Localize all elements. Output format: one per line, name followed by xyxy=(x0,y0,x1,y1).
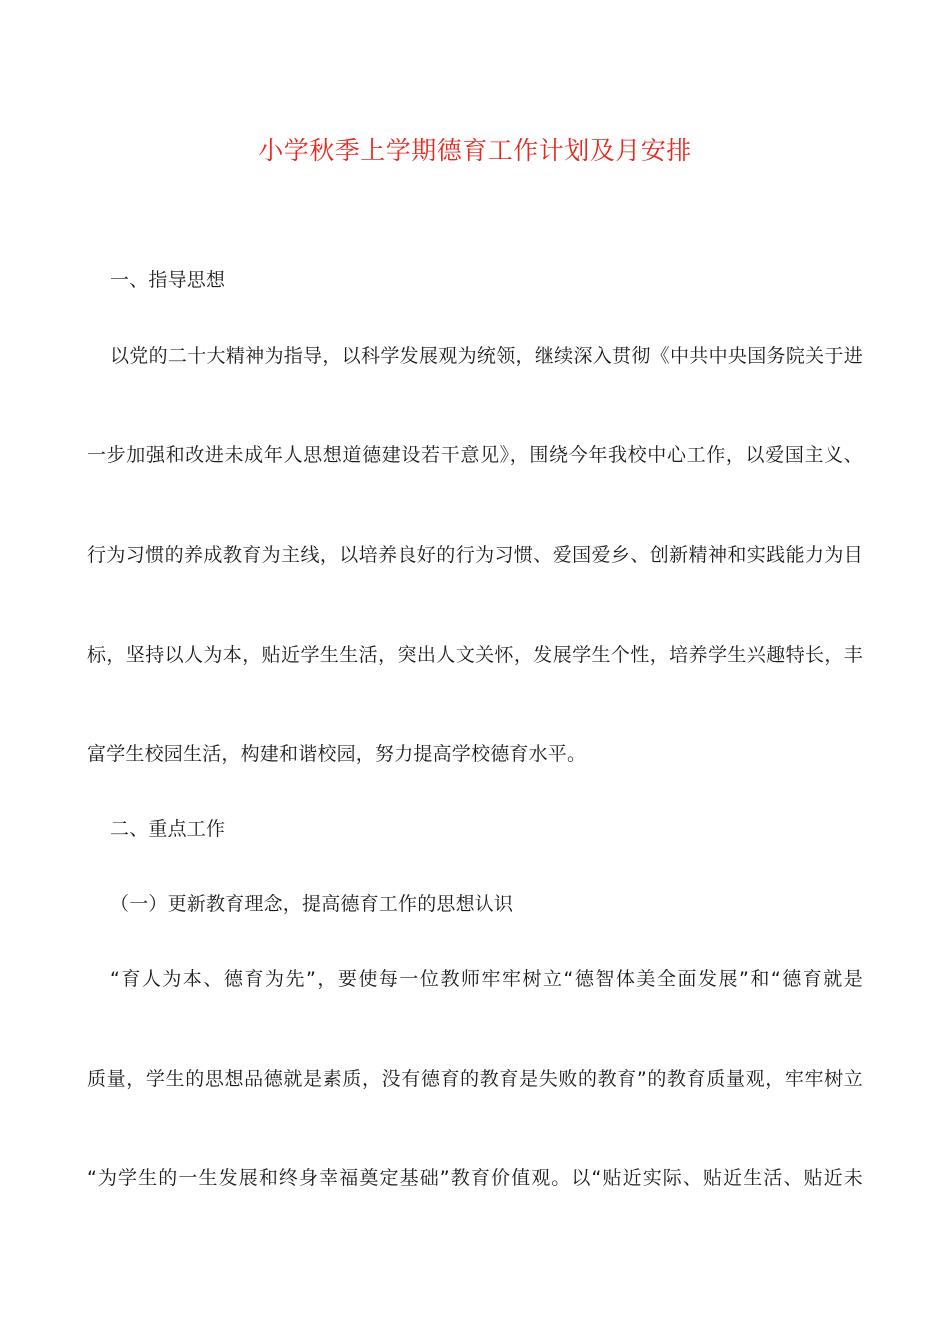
document-title: 小学秋季上学期德育工作计划及月安排 xyxy=(258,136,692,165)
paragraph-line: 标，坚持以人为本，贴近学生生活，突出人文关怀，发展学生个性，培养学生兴趣特长，丰 xyxy=(87,644,863,666)
paragraph-line: “育人为本、德育为先”，要使每一位教师牢牢树立“德智体美全面发展”和“德育就是 xyxy=(110,968,863,990)
section-heading-key-work: 二、重点工作 xyxy=(110,818,226,840)
paragraph-line: 行为习惯的养成教育为主线，以培养良好的行为习惯、爱国爱乡、创新精神和实践能力为目 xyxy=(87,544,863,566)
section-heading-guiding-ideology: 一、指导思想 xyxy=(110,269,226,291)
paragraph-line: 一步加强和改进未成年人思想道德建设若干意见》，围绕今年我校中心工作，以爱国主义、 xyxy=(87,444,863,466)
subsection-heading: （一）更新教育理念，提高德育工作的思想认识 xyxy=(110,893,514,915)
paragraph-line: 富学生校园生活，构建和谐校园，努力提高学校德育水平。 xyxy=(87,743,587,765)
paragraph-line: “为学生的一生发展和终身幸福奠定基础”教育价值观。以“贴近实际、贴近生活、贴近未 xyxy=(87,1167,863,1189)
paragraph-line: 以党的二十大精神为指导，以科学发展观为统领，继续深入贯彻《中共中央国务院关于进 xyxy=(110,345,863,367)
paragraph-line: 质量，学生的思想品德就是素质，没有德育的教育是失败的教育”的教育质量观，牢牢树立 xyxy=(87,1068,863,1090)
